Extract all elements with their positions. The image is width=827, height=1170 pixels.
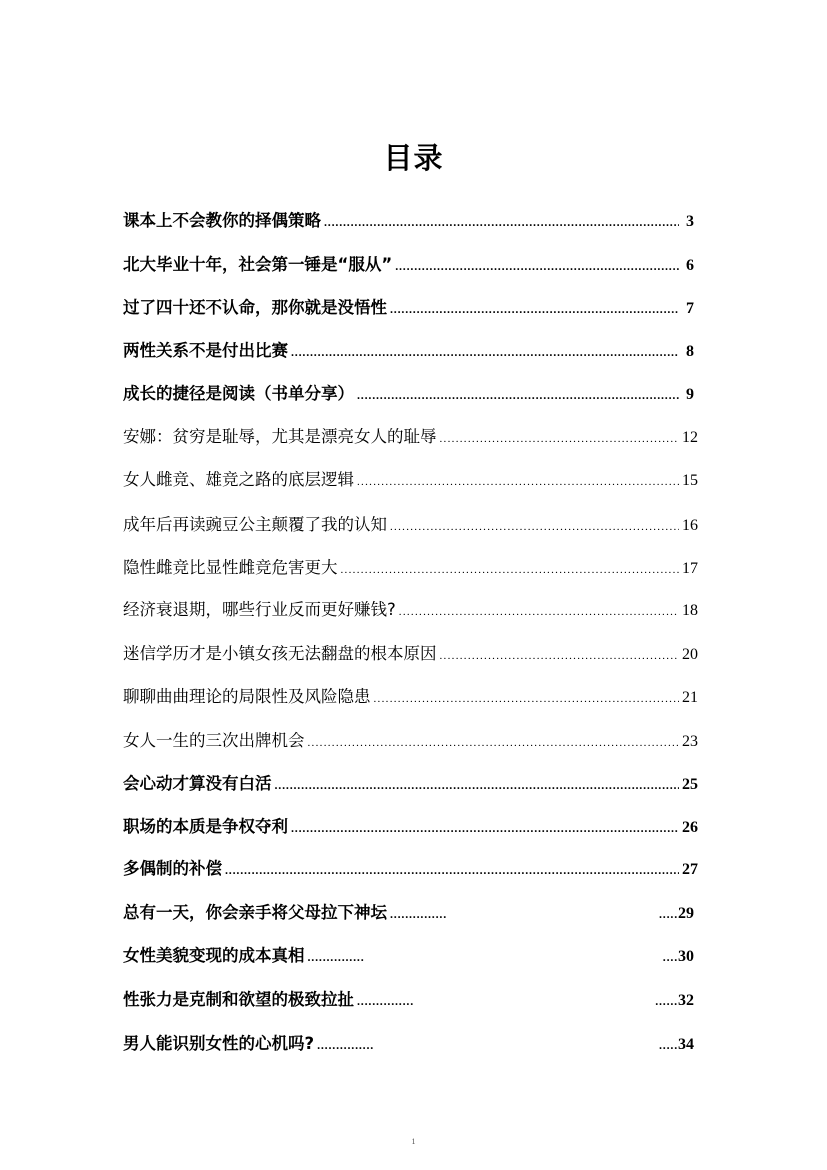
toc-dot-leader (440, 425, 680, 453)
toc-entry[interactable] (123, 466, 698, 494)
toc-dot-leader (395, 252, 679, 280)
toc-page-number: 9 (686, 386, 694, 403)
toc-dot-leader (374, 685, 680, 713)
toc-dot-leader (275, 771, 680, 799)
toc-entry-title: 经济衰退期，哪些行业反而更好赚钱? (123, 600, 396, 619)
toc-entry[interactable] (123, 423, 698, 451)
toc-dot-leader (225, 856, 679, 884)
toc-entry[interactable] (123, 727, 698, 755)
toc-page-number: 12 (682, 429, 698, 446)
toc-entry[interactable] (123, 770, 698, 798)
toc-page-number: 32 (678, 992, 694, 1009)
toc-entry-title: 会心动才算没有白活 (123, 774, 272, 793)
toc-dot-leader (317, 1031, 373, 1059)
toc-entry-title: 北大毕业十年，社会第一锤是“服从” (123, 255, 393, 274)
toc-entry[interactable] (123, 942, 694, 970)
toc-page-number: 3 (686, 213, 694, 230)
toc-entry-title: 多偶制的补偿 (123, 859, 222, 878)
toc-entry[interactable] (123, 855, 698, 883)
toc-page-number: 29 (678, 905, 694, 922)
toc-entry[interactable] (123, 1030, 694, 1058)
toc-entry-title: 两性关系不是付出比赛 (123, 341, 288, 360)
toc-dot-leader (390, 513, 679, 541)
toc-entry-title: 男人能识别女性的心机吗? (123, 1034, 315, 1053)
toc-dot-leader (357, 987, 413, 1015)
toc-page-number: 6 (686, 257, 694, 274)
toc-entry[interactable] (123, 899, 694, 927)
toc-entry[interactable] (123, 294, 694, 322)
toc-entry-title: 总有一天，你会亲手将父母拉下神坛 (123, 903, 387, 922)
toc-page-number: 25 (682, 776, 698, 793)
toc-entry-title: 女人雌竞、雄竞之路的底层逻辑 (123, 470, 354, 489)
toc-entry-title: 职场的本质是争权夺利 (123, 817, 288, 836)
toc-entry[interactable] (123, 337, 694, 365)
toc-dot-leader (291, 338, 679, 366)
toc-page-number: 21 (682, 689, 698, 706)
toc-dot-leader (341, 556, 680, 584)
toc-entry-title: 隐性雌竞比显性雌竞危害更大 (123, 558, 338, 577)
toc-entry-title: 成长的捷径是阅读（书单分享） (123, 384, 354, 403)
toc-entry-title: 女人一生的三次出牌机会 (123, 731, 305, 750)
toc-page-number: 7 (686, 300, 694, 317)
toc-entry[interactable] (123, 596, 698, 624)
toc-dot-leader (291, 814, 679, 842)
toc-entry[interactable] (123, 640, 698, 668)
toc-dot-leader-right: ..... (659, 907, 678, 921)
toc-entry-title: 过了四十还不认命，那你就是没悟性 (123, 298, 387, 317)
toc-page-number: 18 (682, 602, 698, 619)
toc-dot-leader-right: ..... (659, 1038, 678, 1052)
toc-title: 目录 (383, 141, 444, 175)
toc-page-number: 26 (682, 819, 698, 836)
toc-dot-leader (357, 381, 679, 409)
toc-page-number: 15 (682, 472, 698, 489)
toc-entry-title: 女性美貌变现的成本真相 (123, 946, 305, 965)
toc-dot-leader (399, 598, 679, 626)
toc-entry-title: 迷信学历才是小镇女孩无法翻盘的根本原因 (123, 644, 437, 663)
toc-dot-leader (324, 208, 679, 236)
toc-entry-title: 课本上不会教你的择偶策略 (123, 211, 321, 230)
toc-entry-title: 安娜：贫穷是耻辱，尤其是漂亮女人的耻辱 (123, 427, 437, 446)
toc-entry[interactable] (123, 251, 694, 279)
toc-page-number: 20 (682, 646, 698, 663)
toc-page-number: 30 (678, 948, 694, 965)
toc-page-number: 23 (682, 733, 698, 750)
toc-dot-leader (390, 900, 446, 928)
toc-dot-leader (390, 295, 679, 323)
toc-entry[interactable] (123, 380, 694, 408)
toc-entry[interactable] (123, 986, 694, 1014)
toc-dot-leader (440, 642, 680, 670)
toc-page-number: 8 (686, 343, 694, 360)
toc-page-number: 17 (682, 560, 698, 577)
toc-page-number: 16 (682, 517, 698, 534)
toc-entry[interactable] (123, 813, 698, 841)
toc-entry[interactable] (123, 511, 698, 539)
toc-dot-leader (308, 729, 680, 757)
toc-dot-leader (308, 943, 364, 971)
toc-entry[interactable] (123, 207, 694, 235)
page-number: 1 (411, 1137, 416, 1146)
toc-entry[interactable] (123, 683, 698, 711)
toc-entry[interactable] (123, 554, 698, 582)
toc-dot-leader (357, 468, 679, 496)
toc-dot-leader-right: .... (662, 950, 678, 964)
toc-entry-title: 成年后再读豌豆公主颠覆了我的认知 (123, 515, 387, 534)
toc-entry-title: 性张力是克制和欲望的极致拉扯 (123, 990, 354, 1009)
toc-page-number: 34 (678, 1036, 694, 1053)
toc-dot-leader-right: ...... (655, 994, 678, 1008)
toc-page-number: 27 (682, 861, 698, 878)
toc-entry-title: 聊聊曲曲理论的局限性及风险隐患 (123, 687, 371, 706)
